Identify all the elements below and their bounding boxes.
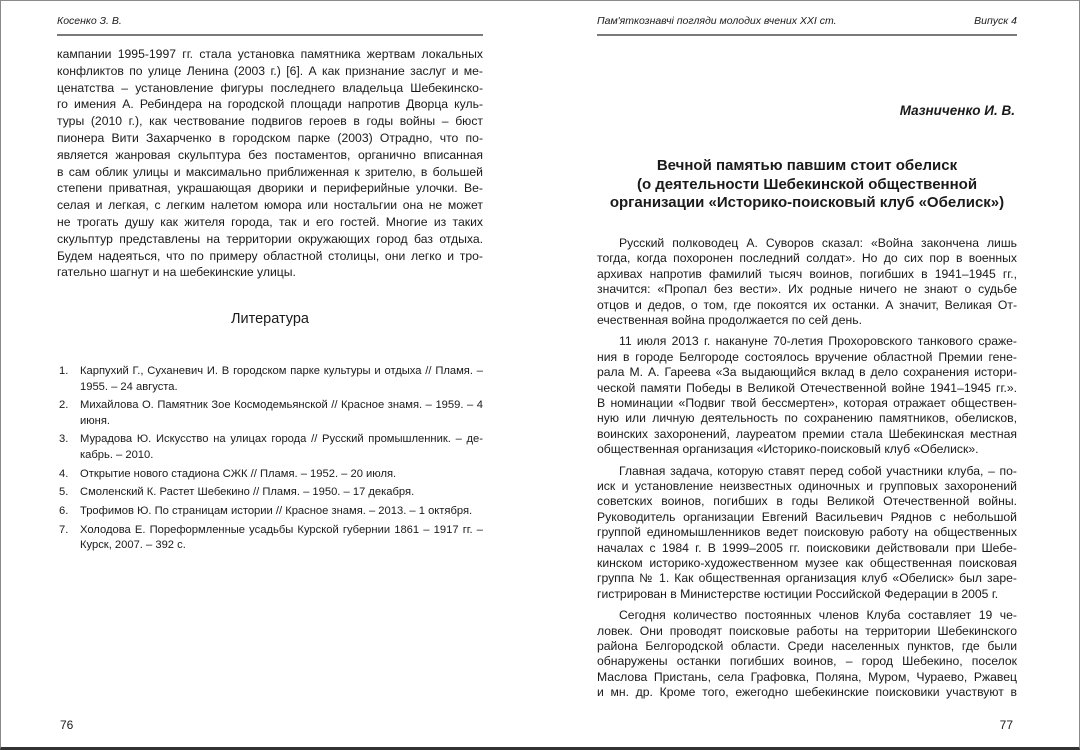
reference-text: кабрь. – 2010. bbox=[80, 448, 154, 461]
text-line: В номинации «Подвиг твой бессмертен», которая отражает обществен- bbox=[597, 395, 1017, 410]
reference-item bbox=[57, 364, 483, 395]
text-line: группой единомышленников ведет поисковую работу на общественных bbox=[597, 525, 1017, 540]
text-line: скульптур представлены на территории окружающих город баз отдыха. bbox=[57, 231, 483, 246]
text-line: и мн. др. Кроме того, ежегодно шебекинские поисковики участвуют в bbox=[597, 685, 1017, 700]
text-line: ческой памяти Победы в Великой Отечественной войне 1941–1945 гг.». bbox=[597, 380, 1017, 395]
text-line: в сам облик улицы и максимально приближенная к зрителю, в большей bbox=[57, 164, 483, 179]
reference-item bbox=[57, 523, 483, 554]
text-line: кинском историко-художественном музее как общественная поисковая bbox=[597, 555, 1017, 570]
text-line: ловек. Они проводят поисковые работы на территории Шебекинского bbox=[597, 623, 1017, 638]
reference-text: Трофимов Ю. По страницам истории // Красное знамя. – 2013. – 1 октября. bbox=[80, 504, 473, 517]
paragraph bbox=[597, 608, 1017, 700]
text-line: Руководитель организации Евгений Васильевич Ряднов с небольшой bbox=[597, 509, 1017, 524]
text-line: советских воинов, погибших в годы Великой Отечественной войны. bbox=[597, 494, 1017, 509]
text-line: туры (2010 г.), как чествование подвигов героев в годы войны – бюст bbox=[57, 114, 483, 129]
paragraph bbox=[57, 46, 483, 281]
text-line: архивах напротив фамилий тысяч воинов, погибших в 1941–1945 гг., bbox=[597, 266, 1017, 281]
reference-item bbox=[57, 485, 483, 501]
text-line: общественная организация «Историко-поисковый клуб «Обелиск». bbox=[597, 442, 979, 457]
text-line: кампании 1995-1997 гг. стала установка памятника жертвам локальных bbox=[57, 47, 483, 61]
text-line: началах с 1984 г. В 1999–2005 гг. поисковики действовали при Шебе- bbox=[597, 540, 1017, 555]
title-line: (о деятельности Шебекинской общественной bbox=[636, 175, 978, 193]
left-page bbox=[57, 0, 483, 750]
text-line: рала М. А. Гареева «За выдающийся вклад в дело сохранения истори- bbox=[597, 365, 1017, 380]
text-line: иск и установление неизвестных одиночных и групповых захоронений bbox=[597, 478, 1017, 493]
header-issue: Випуск 4 bbox=[974, 15, 1017, 27]
text-line: пионера Вити Захарченко в городском парке (2003) Отрадно, что по- bbox=[57, 130, 483, 145]
article-title bbox=[597, 157, 1017, 213]
reference-item bbox=[57, 467, 483, 483]
reference-text: Михайлова О. Памятник Зое Космодемьянской // Красное знамя. – 1959. – 4 bbox=[80, 399, 483, 412]
header-journal: Пам'яткознавчі погляди молодих вчених XXI ст. bbox=[597, 15, 837, 27]
text-line: не трогать душу как жителя города, так и его гостей. Многие из таких bbox=[57, 214, 483, 229]
text-line: Сегодня количество постоянных членов Клуба составляет 19 че- bbox=[619, 608, 1017, 623]
reference-item bbox=[57, 504, 483, 520]
reference-text: 1955. – 24 августа. bbox=[80, 380, 178, 393]
text-line: Будем надеяться, что по примеру областной столицы, они легко и тро- bbox=[57, 248, 483, 263]
text-line: района Белгородской области. Среди населенных пунктов, где были bbox=[597, 638, 1017, 653]
reference-item bbox=[57, 398, 483, 429]
reference-text: Карпухий Г., Суханевич И. В городском парке культуры и отдыха // Пламя. – bbox=[80, 365, 483, 377]
reference-number: 3. bbox=[59, 433, 69, 446]
running-header bbox=[597, 14, 1017, 36]
reference-number: 5. bbox=[59, 486, 69, 499]
header-author: Косенко З. В. bbox=[57, 15, 122, 27]
text-line: ния в городе Белгороде состоялось вручение областной Премии гене- bbox=[597, 349, 1017, 364]
reference-number: 4. bbox=[59, 467, 69, 480]
page-number: 77 bbox=[999, 718, 1013, 732]
text-line: гательно шагнут и на шебекинские улицы. bbox=[57, 265, 296, 280]
text-line: воинских захоронений, лауреатом премии стала Шебекинская местная bbox=[597, 426, 1017, 441]
text-line: степени приватная, украшающая дворики и периферийные улочки. Ве- bbox=[57, 181, 483, 196]
reference-text: Курск, 2007. – 392 с. bbox=[80, 539, 186, 552]
text-line: отцов и дедов, о том, где покоятся их останки. А значит, Великая От- bbox=[597, 297, 1017, 312]
reference-text: Открытие нового стадиона СЖК // Пламя. – 1952. – 20 июля. bbox=[80, 467, 397, 480]
text-line: является жанровая скульптура без постаментов, органично вписанная bbox=[57, 147, 483, 162]
reference-number: 7. bbox=[59, 523, 69, 536]
text-line: Маслова Пристань, села Графовка, Поляна, Муром, Чураево, Ржавец bbox=[597, 669, 1017, 684]
reference-list bbox=[57, 364, 483, 557]
reference-text: июня. bbox=[80, 414, 110, 427]
text-line: ценатства – установление фигуры последнего владельца Шебекинско- bbox=[57, 80, 483, 95]
running-header bbox=[57, 14, 483, 36]
text-line: конфликтов по улице Ленина (2003 г.) [6]. А как признание заслуг и ме- bbox=[57, 63, 483, 78]
title-line: организации «Историко-поисковый клуб «Обелиск») bbox=[609, 194, 1005, 212]
text-line: группа № 1. Как общественная организация клуб «Обелиск» был заре- bbox=[597, 571, 1017, 586]
text-line: гистрирован в Министерстве юстиции Российской Федерации в 2005 г. bbox=[597, 586, 999, 601]
article-author: Мазниченко И. В. bbox=[899, 103, 1015, 118]
text-line: обнаружены останки погибших воинов, – город Шебекино, поселок bbox=[597, 654, 1017, 669]
reference-number: 6. bbox=[59, 504, 69, 517]
reference-item bbox=[57, 432, 483, 463]
text-line: значится: «Пропал без вести». Их родные ничего не знают о судьбе bbox=[597, 282, 1017, 297]
right-page bbox=[597, 0, 1017, 750]
text-line: селая и легкая, с легким налетом юмора или ностальгии она не может bbox=[57, 198, 483, 213]
text-line: ную или личную деятельность по сохранению памятников, обелисков, bbox=[597, 411, 1017, 426]
paragraph bbox=[597, 236, 1017, 328]
text-line: тогда, когда похоронен последний солдат». Но до сих пор в военных bbox=[597, 251, 1017, 266]
reference-number: 2. bbox=[59, 399, 69, 412]
text-line: 11 июля 2013 г. накануне 70-летия Прохоровского танкового сраже- bbox=[619, 334, 1017, 349]
text-line: Русский полководец А. Суворов сказал: «Война закончена лишь bbox=[619, 236, 1017, 250]
reference-text: Холодова Е. Пореформленные усадьбы Курской губернии 1861 – 1917 гг. – bbox=[80, 523, 483, 536]
paragraph bbox=[597, 334, 1017, 457]
title-line: Вечной памятью павшим стоит обелиск bbox=[656, 157, 958, 174]
text-line: ечественная война продолжается по сей день. bbox=[597, 312, 862, 327]
text-line: Главная задача, которую ставят перед собой участники клуба, – по- bbox=[619, 463, 1017, 478]
text-line: го имения А. Ребиндера на городской площади напротив Дворца куль- bbox=[57, 97, 483, 112]
reference-number: 1. bbox=[59, 365, 69, 377]
page-number: 76 bbox=[60, 718, 74, 732]
reference-text: Смоленский К. Растет Шебекино // Пламя. – 1950. – 17 декабря. bbox=[80, 486, 415, 499]
literature-heading: Литература bbox=[231, 311, 309, 327]
paragraph bbox=[597, 464, 1017, 603]
reference-text: Мурадова Ю. Искусство на улицах города // Русский промышленник. – де- bbox=[80, 433, 483, 446]
